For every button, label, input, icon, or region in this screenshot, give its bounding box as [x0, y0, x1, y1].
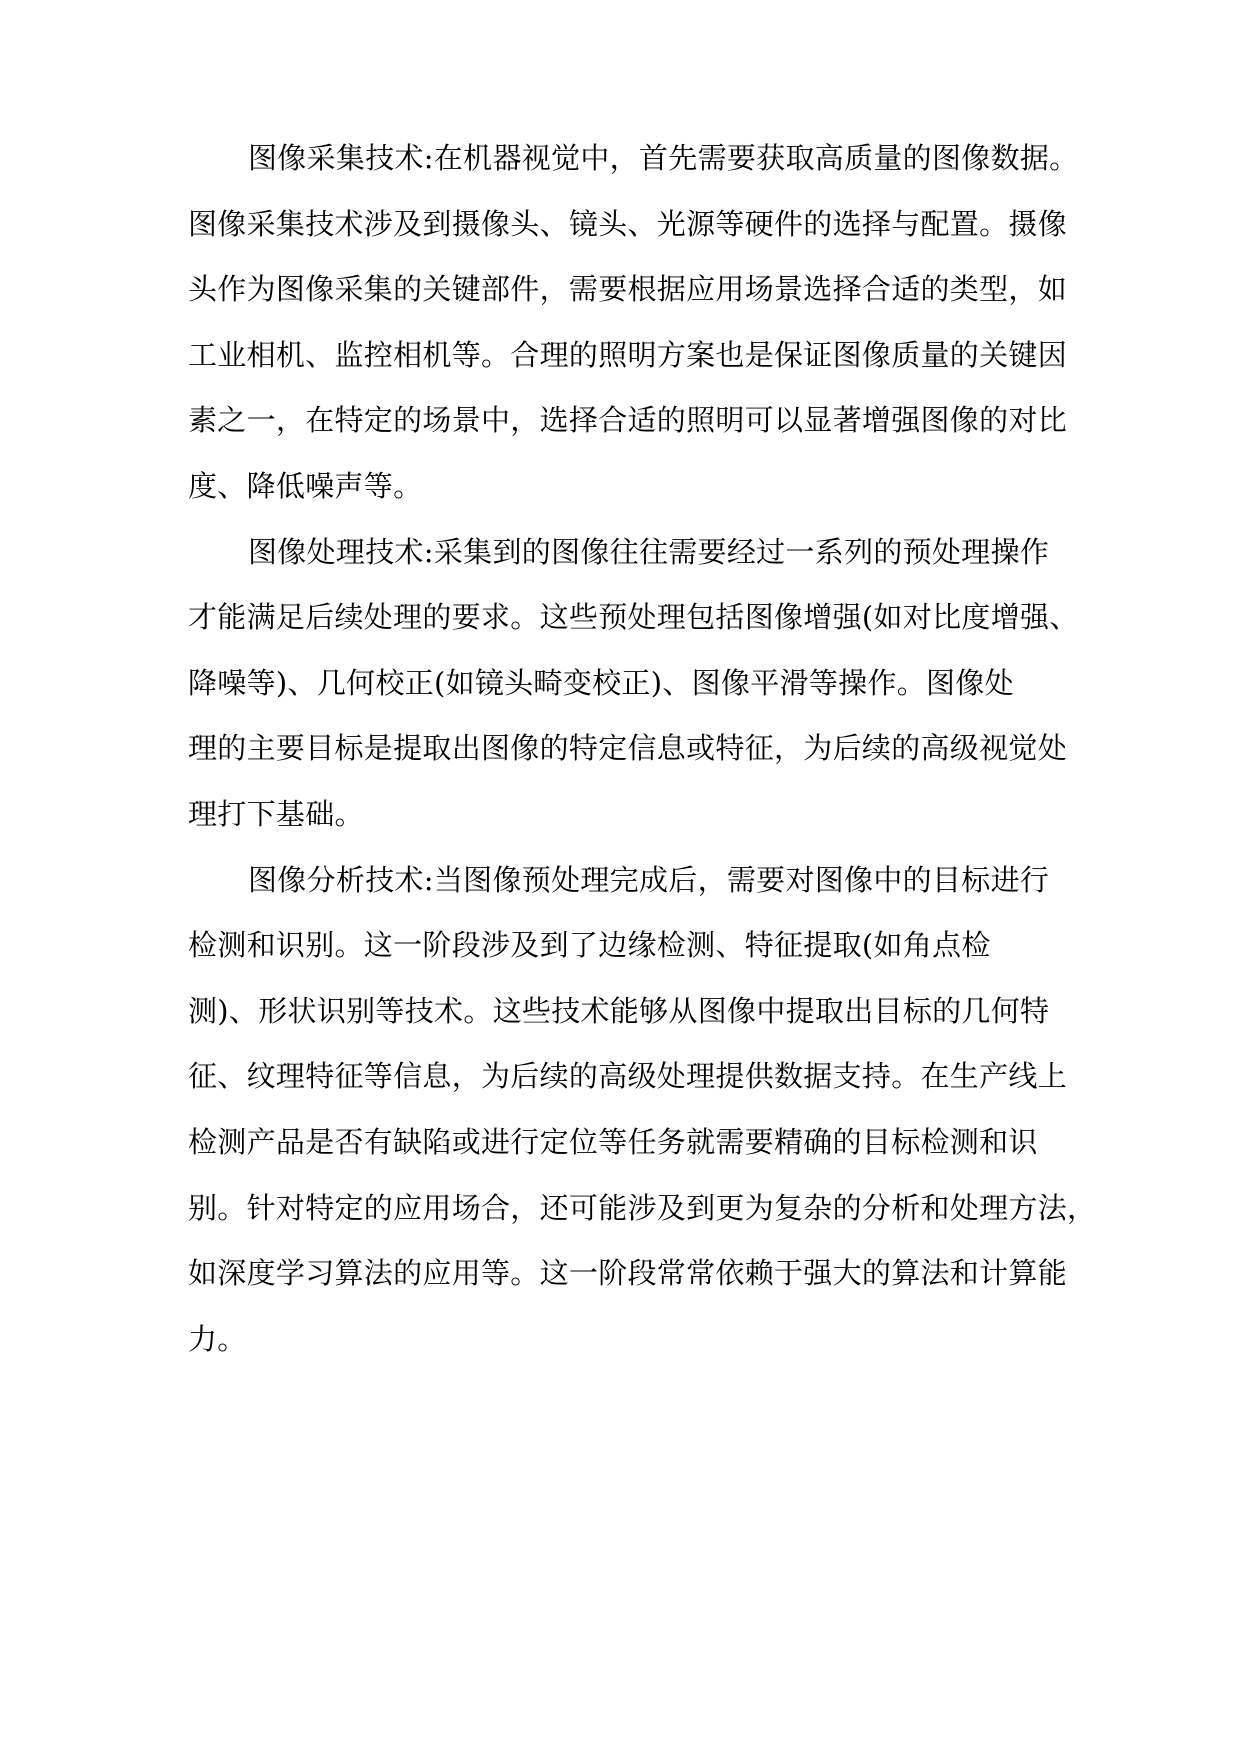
paragraph-line: 素之一，在特定的场景中，选择合适的照明可以显著增强图像的对比: [188, 403, 1068, 437]
paragraph-line: 图像采集技术:在机器视觉中，首先需要获取高质量的图像数据。: [248, 141, 1079, 175]
paragraph-line: 才能满足后续处理的要求。这些预处理包括图像增强(如对比度增强、: [188, 600, 1079, 634]
paragraph-line: 如深度学习算法的应用等。这一阶段常常依赖于强大的算法和计算能: [188, 1256, 1068, 1290]
paragraph-line: 工业相机、监控相机等。合理的照明方案也是保证图像质量的关键因: [188, 338, 1068, 372]
paragraph-line: 度、降低噪声等。: [188, 469, 423, 503]
paragraph-line: 征、纹理特征等信息，为后续的高级处理提供数据支持。在生产线上: [188, 1059, 1068, 1093]
paragraph-line: 检测和识别。这一阶段涉及到了边缘检测、特征提取(如角点检: [188, 928, 991, 962]
paragraph-line: 图像分析技术:当图像预处理完成后，需要对图像中的目标进行: [248, 863, 1050, 897]
paragraph-line: 力。: [188, 1322, 247, 1356]
paragraph-line: 检测产品是否有缺陷或进行定位等任务就需要精确的目标检测和识: [188, 1125, 1038, 1159]
paragraph-line: 别。针对特定的应用场合，还可能涉及到更为复杂的分析和处理方法，: [188, 1191, 1097, 1225]
paragraph-line: 测)、形状识别等技术。这些技术能够从图像中提取出目标的几何特: [188, 994, 1050, 1028]
paragraph-line: 理的主要目标是提取出图像的特定信息或特征，为后续的高级视觉处: [188, 731, 1068, 765]
paragraph-line: 理打下基础。: [188, 797, 364, 831]
paragraph-line: 头作为图像采集的关键部件，需要根据应用场景选择合适的类型，如: [188, 272, 1068, 306]
paragraph-line: 降噪等)、几何校正(如镜头畸变校正)、图像平滑等操作。图像处: [188, 666, 1014, 700]
paragraph-line: 图像采集技术涉及到摄像头、镜头、光源等硬件的选择与配置。摄像: [188, 207, 1068, 241]
paragraph-line: 图像处理技术:采集到的图像往往需要经过一系列的预处理操作: [248, 535, 1050, 569]
